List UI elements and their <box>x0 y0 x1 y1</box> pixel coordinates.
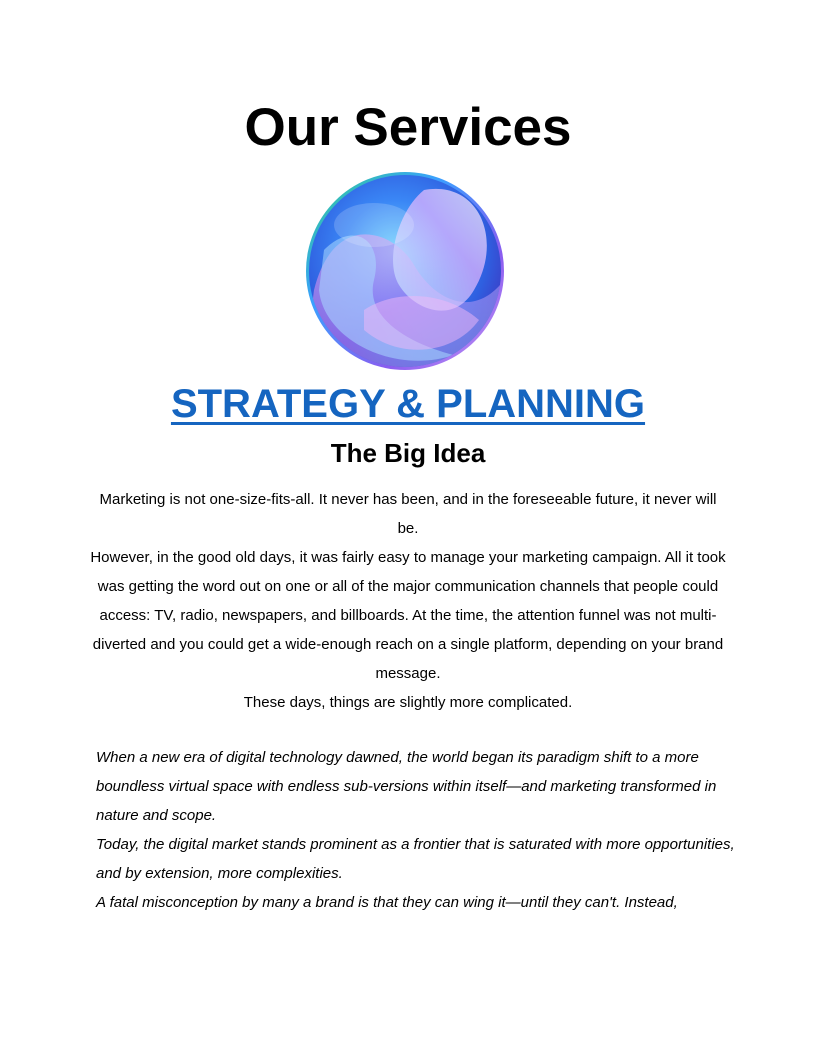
page-title: Our Services <box>244 98 572 157</box>
intro-paragraph: These days, things are slightly more complicated. <box>243 694 573 711</box>
subheading: The Big Idea <box>330 438 486 468</box>
intro-paragraph: However, in the good old days, it was fairly easy to manage your marketing campaign. All it took was getting the word out on one or all of the major communication channels that people could access: TV, radio, newspapers, and billboards. At the time, the attention funnel was not multi-diverted and you could get a wide-enough reach on a single platform, depending on your brand message. <box>90 549 726 682</box>
orb-image <box>304 170 506 372</box>
section-heading-link[interactable]: STRATEGY & PLANNING <box>170 382 646 426</box>
italic-paragraph: When a new era of digital technology dawned, the world began its paradigm shift to a more boundless virtual space with endless sub-versions within itself—and marketing transformed in nature and scope. <box>96 749 717 824</box>
intro-text-block <box>90 485 726 717</box>
abstract-orb-graphic <box>304 170 506 372</box>
italic-paragraph: Today, the digital market stands prominent as a frontier that is saturated with more opportunities, and by extension, more complexities. <box>96 836 735 882</box>
italic-text-block <box>96 743 736 917</box>
italic-paragraph: A fatal misconception by many a brand is that they can wing it—until they can't. Instead, <box>96 894 678 911</box>
intro-paragraph: Marketing is not one-size-fits-all. It never has been, and in the foreseeable future, it never will be. <box>99 491 717 537</box>
